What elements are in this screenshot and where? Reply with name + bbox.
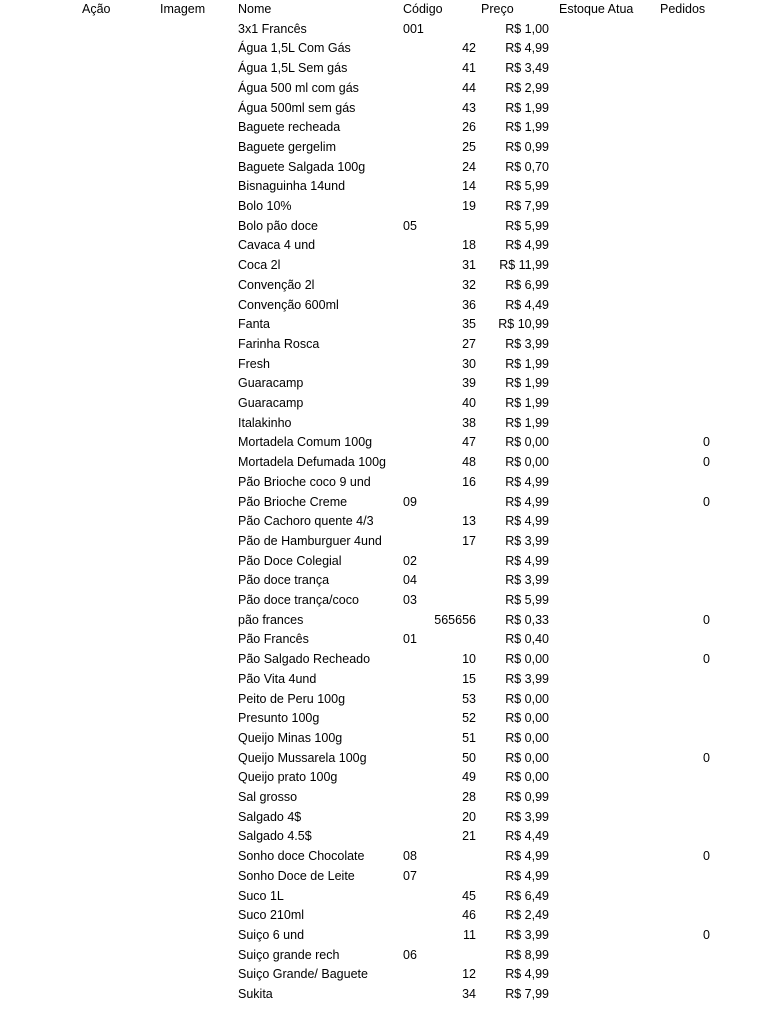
table-row [0,650,768,670]
table-row [0,79,768,99]
product-code: 39 [462,376,476,391]
product-price: R$ 0,33 [505,612,549,627]
product-pedidos [690,217,710,237]
product-code: 01 [403,632,417,647]
product-price: R$ 1,99 [505,356,549,371]
product-pedidos [690,690,710,710]
product-price: R$ 1,99 [505,396,549,410]
header-nome: Nome [238,2,272,16]
product-pedidos [690,276,710,296]
product-pedidos: 0 [703,849,710,864]
product-code: 001 [403,21,424,36]
product-price: R$ 0,00 [505,711,549,726]
product-pedidos: 0 [703,612,710,627]
product-pedidos: 0 [703,927,710,942]
product-price: R$ 0,40 [505,632,549,647]
table-row [0,177,768,197]
product-code: 06 [403,947,417,962]
product-pedidos [690,808,710,828]
table-row [0,315,768,335]
product-code: 09 [403,494,417,509]
table-row [0,493,768,513]
table-row [0,59,768,79]
product-price: R$ 1,99 [505,376,549,391]
product-code: 25 [462,139,476,154]
product-code: 10 [462,652,476,667]
product-code: 14 [462,179,476,194]
product-pedidos [690,591,710,611]
product-name: Suco 1L [238,888,284,903]
product-price: R$ 1,99 [505,100,549,115]
product-name: Pão Salgado Recheado [238,652,371,667]
product-pedidos [690,552,710,572]
table-row [0,611,768,631]
product-price: R$ 3,99 [505,336,549,351]
table-row [0,532,768,552]
product-price: R$ 0,00 [505,730,549,745]
product-code: 27 [462,336,476,351]
table-row [0,296,768,316]
product-name: Farinha Rosca [238,336,320,351]
product-price: R$ 4,99 [505,967,549,982]
table-row [0,709,768,729]
product-pedidos [690,118,710,138]
product-name: Queijo Mussarela 100g [238,750,367,765]
product-name: Guaracamp [238,396,304,410]
product-price: R$ 11,99 [499,258,549,273]
product-code: 53 [462,691,476,706]
table-row [0,749,768,769]
product-code: 41 [462,61,476,76]
product-name: Sukita [238,987,273,1001]
product-pedidos [690,79,710,99]
product-price: R$ 3,49 [505,61,549,76]
product-pedidos: 0 [703,652,710,667]
table-row [0,926,768,946]
table-row [0,887,768,907]
product-pedidos [690,59,710,79]
table-row [0,158,768,178]
product-price: R$ 7,99 [505,987,549,1001]
table-row [0,236,768,256]
product-code: 52 [462,711,476,726]
product-pedidos [690,709,710,729]
product-code: 30 [462,356,476,371]
product-pedidos [690,296,710,316]
table-row [0,217,768,237]
product-pedidos [690,236,710,256]
product-code: 05 [403,218,417,233]
table-row [0,847,768,867]
product-name: Guaracamp [238,376,304,391]
product-pedidos [690,158,710,178]
table-row [0,414,768,434]
product-code: 02 [403,553,417,568]
product-pedidos [690,630,710,650]
product-name: Baguete recheada [238,120,341,135]
table-row [0,453,768,473]
product-price: R$ 7,99 [505,199,549,213]
product-code: 46 [462,908,476,923]
product-name: Presunto 100g [238,711,320,726]
product-pedidos: 0 [703,455,710,470]
product-pedidos [690,20,710,40]
product-code: 45 [462,888,476,903]
table-row [0,965,768,985]
product-price: R$ 4,99 [505,494,549,509]
table-row [0,276,768,296]
product-code: 26 [462,120,476,135]
product-name: Pão de Hamburguer 4und [238,533,382,548]
table-row [0,394,768,414]
product-pedidos [690,355,710,375]
product-price: R$ 1,99 [505,120,549,135]
product-name: Bisnaguinha 14und [238,179,346,194]
product-code: 16 [462,474,476,489]
product-name: Pão Brioche coco 9 und [238,474,371,489]
table-row [0,512,768,532]
product-name: Peito de Peru 100g [238,691,346,706]
product-name: Sal grosso [238,790,298,804]
product-pedidos [690,374,710,394]
product-code: 20 [462,809,476,824]
product-name: Sonho doce Chocolate [238,849,365,864]
product-name: Coca 2l [238,258,281,273]
product-pedidos [690,99,710,119]
table-row [0,473,768,493]
product-pedidos: 0 [703,435,710,450]
product-pedidos [690,177,710,197]
product-code: 17 [462,533,476,548]
product-pedidos [690,827,710,847]
table-row [0,374,768,394]
product-name: pão frances [238,612,304,627]
product-price: R$ 4,99 [505,553,549,568]
product-name: Suiço Grande/ Baguete [238,967,368,982]
product-code: 47 [462,435,476,450]
product-name: Água 500ml sem gás [238,100,356,115]
product-code: 03 [403,593,417,607]
product-code: 28 [462,790,476,804]
product-name: Fresh [238,356,270,371]
product-name: Baguete gergelim [238,139,336,154]
product-price: R$ 3,99 [505,809,549,824]
product-name: Fanta [238,317,270,332]
product-price: R$ 4,99 [505,514,549,529]
table-row [0,867,768,887]
product-code: 48 [462,455,476,470]
product-name: Pão Brioche Creme [238,494,348,509]
product-code: 44 [462,80,476,95]
product-pedidos [690,39,710,59]
product-pedidos [690,768,710,788]
product-pedidos [690,138,710,158]
product-name: Mortadela Defumada 100g [238,455,387,470]
product-price: R$ 5,99 [505,218,549,233]
product-price: R$ 0,00 [505,770,549,785]
product-pedidos [690,867,710,887]
product-price: R$ 5,99 [505,179,549,194]
table-row [0,946,768,966]
header-row [0,0,768,20]
product-code: 18 [462,238,476,253]
product-name: Convenção 2l [238,277,315,292]
product-name: Suiço 6 und [238,927,305,942]
product-code: 24 [462,159,476,174]
product-code: 34 [462,987,476,1001]
product-pedidos [690,532,710,552]
product-price: R$ 3,99 [505,671,549,686]
table-row [0,197,768,217]
header-acao: Ação [82,2,111,16]
product-price: R$ 0,00 [505,455,549,470]
product-price: R$ 3,99 [505,573,549,588]
product-price: R$ 0,99 [505,139,549,154]
product-pedidos [690,906,710,926]
product-code: 15 [462,671,476,686]
product-code: 49 [462,770,476,785]
product-code: 19 [462,199,476,213]
product-name: Sonho Doce de Leite [238,868,355,883]
product-pedidos: 0 [703,750,710,765]
product-code: 07 [403,868,417,883]
product-name: Queijo prato 100g [238,770,338,785]
product-price: R$ 4,99 [505,474,549,489]
header-pedidos: Pedidos [660,2,706,16]
table-row [0,335,768,355]
table-row [0,788,768,808]
table-row [0,118,768,138]
product-price: R$ 3,99 [505,533,549,548]
product-pedidos [690,965,710,985]
header-imagem: Imagem [160,2,206,16]
product-code: 42 [462,41,476,56]
product-price: R$ 0,00 [505,691,549,706]
product-pedidos [690,394,710,414]
product-name: Salgado 4.5$ [238,829,312,844]
product-name: Pão doce trança/coco [238,593,359,607]
table-row [0,591,768,611]
product-name: Suco 210ml [238,908,305,923]
product-code: 32 [462,277,476,292]
product-price: R$ 5,99 [505,593,549,607]
product-code: 08 [403,849,417,864]
product-name: Pão Francês [238,632,309,647]
product-code: 21 [462,829,476,844]
product-pedidos: 0 [703,494,710,509]
product-price: R$ 2,99 [505,80,549,95]
product-code: 50 [462,750,476,765]
header-codigo: Código [403,2,443,16]
product-price: R$ 4,49 [505,829,549,844]
product-name: Água 1,5L Com Gás [238,41,351,56]
product-name: Baguete Salgada 100g [238,159,366,174]
table-row [0,670,768,690]
header-estoque: Estoque Atua [559,2,634,16]
product-price: R$ 4,99 [505,41,549,56]
product-name: Italakinho [238,415,292,430]
product-pedidos [690,887,710,907]
product-price: R$ 3,99 [505,927,549,942]
product-name: Cavaca 4 und [238,238,316,253]
table-row [0,433,768,453]
table-row [0,138,768,158]
header-preco: Preço [481,2,514,16]
product-name: Mortadela Comum 100g [238,435,373,450]
table-row [0,768,768,788]
product-price: R$ 6,49 [505,888,549,903]
product-price: R$ 0,00 [505,750,549,765]
product-price: R$ 10,99 [498,317,549,332]
product-name: Água 500 ml com gás [238,80,359,95]
table-row [0,256,768,276]
product-pedidos [690,473,710,493]
product-pedidos [690,788,710,808]
product-price: R$ 1,00 [505,21,549,36]
product-name: Convenção 600ml [238,297,339,312]
product-code: 11 [463,927,476,942]
product-name: Bolo 10% [238,199,292,213]
product-pedidos [690,414,710,434]
table-row [0,20,768,40]
product-price: R$ 4,99 [505,868,549,883]
product-price: R$ 4,99 [505,849,549,864]
product-pedidos [690,335,710,355]
table-row [0,827,768,847]
product-pedidos [690,512,710,532]
table-row [0,39,768,59]
product-code: 04 [403,573,417,588]
table-row [0,808,768,828]
product-price: R$ 0,00 [505,652,549,667]
table-row [0,552,768,572]
table-row [0,571,768,591]
table-row [0,99,768,119]
product-code: 35 [462,317,476,332]
table-row [0,690,768,710]
table-row [0,729,768,749]
product-name: Suiço grande rech [238,947,340,962]
product-name: Pão Vita 4und [238,671,317,686]
table-row [0,985,768,1005]
product-price: R$ 0,70 [505,159,549,174]
product-pedidos [690,315,710,335]
product-price: R$ 8,99 [505,947,549,962]
product-pedidos [690,670,710,690]
product-price: R$ 0,99 [505,790,549,804]
product-code: 12 [462,967,476,982]
table-row [0,906,768,926]
product-code: 36 [462,297,476,312]
product-name: Salgado 4$ [238,809,302,824]
product-price: R$ 1,99 [505,415,549,430]
product-name: Pão doce trança [238,573,330,588]
product-code: 40 [462,396,476,410]
product-code: 565656 [434,612,476,627]
product-code: 43 [462,100,476,115]
product-pedidos [690,256,710,276]
product-pedidos [690,571,710,591]
product-name: Água 1,5L Sem gás [238,61,348,76]
table-row [0,630,768,650]
table-row [0,355,768,375]
product-price: R$ 0,00 [505,435,549,450]
product-pedidos [690,729,710,749]
product-code: 51 [462,730,476,745]
product-code: 31 [462,258,476,273]
product-name: Pão Cachoro quente 4/3 [238,514,374,529]
product-name: Pão Doce Colegial [238,553,342,568]
product-name: Queijo Minas 100g [238,730,343,745]
product-price: R$ 2,49 [505,908,549,923]
product-name: 3x1 Francês [238,21,307,36]
product-code: 38 [462,415,476,430]
product-pedidos [690,197,710,217]
product-price: R$ 6,99 [505,277,549,292]
product-pedidos [690,946,710,966]
product-pedidos [690,985,710,1005]
product-name: Bolo pão doce [238,218,318,233]
product-price: R$ 4,49 [505,297,549,312]
product-price: R$ 4,99 [505,238,549,253]
product-code: 13 [462,514,476,529]
